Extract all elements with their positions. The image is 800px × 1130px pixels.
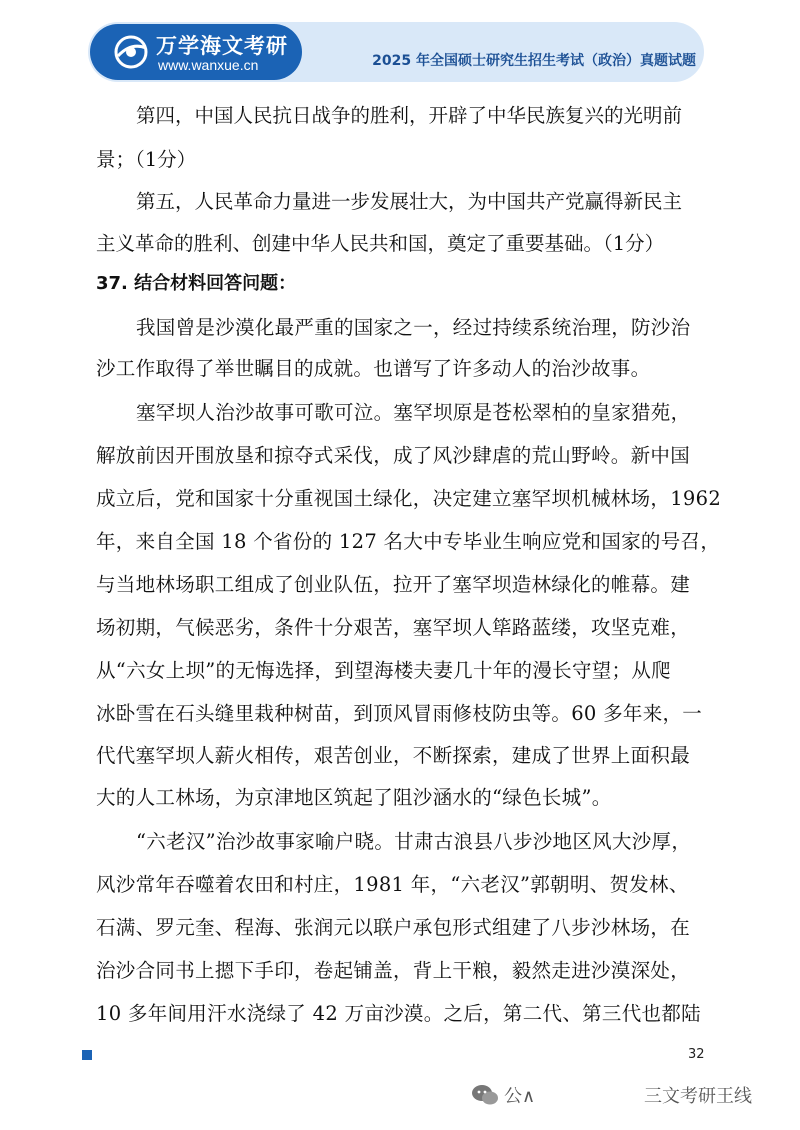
watermark-text-right: 三文考研王线 (644, 1086, 752, 1107)
answer-line: 主义革命的胜利、创建中华人民共和国，奠定了重要基础。（1分） (96, 232, 665, 255)
wechat-icon (470, 1083, 500, 1107)
brand-name: 万学海文考研 (156, 34, 288, 58)
watermark-text-left: 公∧ (504, 1086, 536, 1107)
material-line: 治沙合同书上摁下手印，卷起铺盖，背上干粮，毅然走进沙漠深处， (96, 959, 691, 982)
brand-url: www.wanxue.cn (158, 57, 259, 73)
material-line: 我国曾是沙漠化最严重的国家之一，经过持续系统治理，防沙治 (136, 316, 691, 339)
material-line: 冰卧雪在石头缝里栽种树苗，到顶风冒雨修枝防虫等。60 多年来，一 (96, 702, 703, 725)
answer-line: 景；（1分） (96, 148, 197, 171)
material-line: 大的人工林场，为京津地区筑起了阻沙涵水的“绿色长城”。 (96, 786, 612, 809)
material-line: 风沙常年吞噬着农田和村庄，1981 年，“六老汉”郭朝明、贺发林、 (96, 873, 689, 896)
wanxue-logo-icon (112, 34, 150, 70)
material-line: “六老汉”治沙故事家喻户晓。甘肃古浪县八步沙地区风大沙厚， (136, 830, 692, 853)
material-line: 代代塞罕坝人薪火相传，艰苦创业，不断探索，建成了世界上面积最 (96, 744, 691, 767)
material-line: 塞罕坝人治沙故事可歌可泣。塞罕坝原是苍松翠柏的皇家猎苑， (136, 401, 691, 424)
material-line: 场初期，气候恶劣，条件十分艰苦，塞罕坝人筚路蓝缕，攻坚克难， (96, 616, 691, 639)
material-line: 解放前因开围放垦和掠夺式采伐，成了风沙肆虐的荒山野岭。新中国 (96, 444, 691, 467)
material-line: 从“六女上坝”的无悔选择，到望海楼夫妻几十年的漫长守望；从爬 (96, 659, 671, 682)
material-line: 石满、罗元奎、程海、张润元以联户承包形式组建了八步沙林场，在 (96, 916, 691, 939)
question-heading: 37. 结合材料回答问题： (96, 273, 297, 294)
material-line: 年，来自全国 18 个省份的 127 名大中专毕业生响应党和国家的号召， (96, 530, 721, 553)
answer-line: 第四，中国人民抗日战争的胜利，开辟了中华民族复兴的光明前 (136, 104, 683, 127)
material-line: 10 多年间用汗水浇绿了 42 万亩沙漠。之后，第二代、第三代也都陆 (96, 1002, 701, 1025)
material-line: 与当地林场职工组成了创业队伍，拉开了塞罕坝造林绿化的帷幕。建 (96, 573, 691, 596)
exam-title: 2025 年全国硕士研究生招生考试（政治）真题试题 (372, 53, 696, 69)
material-line: 沙工作取得了举世瞩目的成就。也谱写了许多动人的治沙故事。 (96, 357, 651, 380)
footer-marker (82, 1050, 92, 1060)
page-number: 32 (688, 1047, 705, 1062)
material-line: 成立后，党和国家十分重视国土绿化，决定建立塞罕坝机械林场，1962 (96, 487, 722, 510)
answer-line: 第五，人民革命力量进一步发展壮大，为中国共产党赢得新民主 (136, 190, 683, 213)
